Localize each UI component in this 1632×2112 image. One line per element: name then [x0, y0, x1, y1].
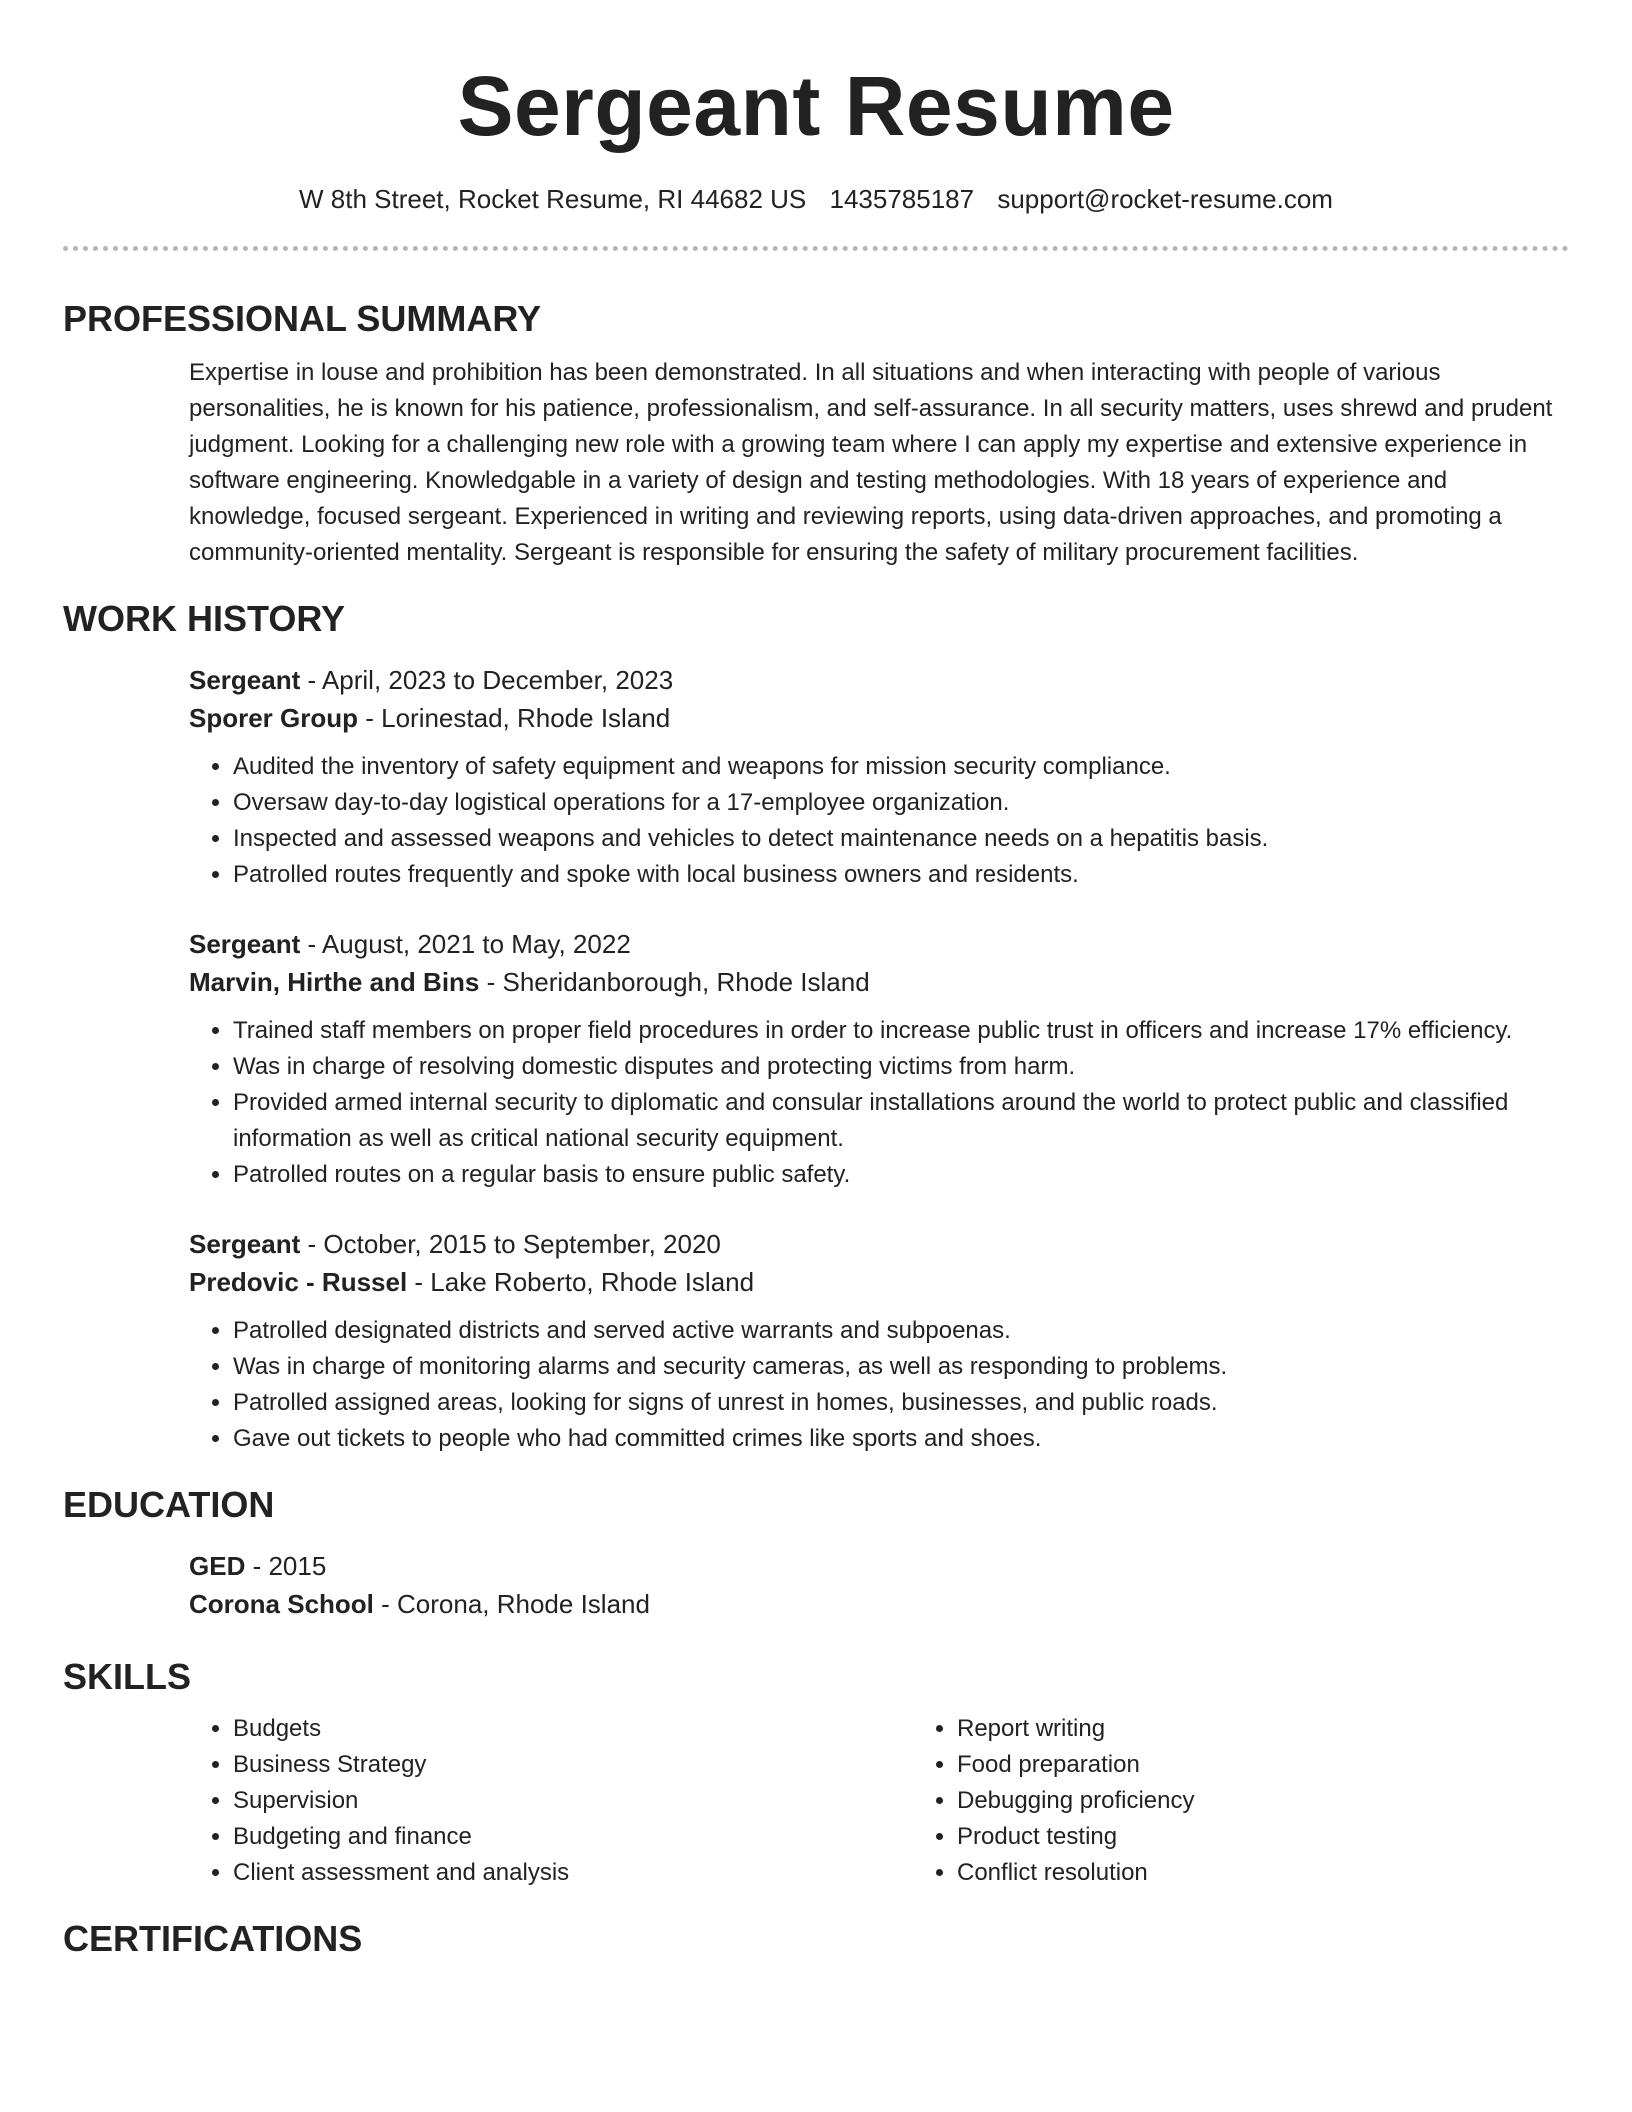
skill-item: • Debugging proficiency	[957, 1783, 1632, 1819]
skill-item: • Supervision	[233, 1783, 913, 1819]
job-company: Sporer Group	[189, 703, 359, 733]
job-company: Marvin, Hirthe and Bins	[189, 967, 480, 997]
header-divider	[63, 246, 1569, 251]
job-bullet: • Patrolled routes on a regular basis to ensure public safety.	[233, 1157, 1569, 1193]
skill-item: • Report writing	[957, 1711, 1632, 1747]
job-bullet: • Was in charge of monitoring alarms and security cameras, as well as responding to problems.	[233, 1349, 1569, 1385]
skill-item: • Client assessment and analysis	[233, 1855, 913, 1891]
contact-email: support@rocket-resume.com	[997, 184, 1333, 214]
education-year: - 2015	[245, 1551, 327, 1581]
job-company-line	[189, 1263, 1569, 1301]
education-section	[63, 1483, 1569, 1623]
job-role-line	[189, 925, 1569, 963]
job-location: - Lake Roberto, Rhode Island	[407, 1267, 755, 1297]
job-role-line	[189, 1225, 1569, 1263]
skill-item: • Food preparation	[957, 1747, 1632, 1783]
job-location: - Sheridanborough, Rhode Island	[479, 967, 870, 997]
job-dates: - October, 2015 to September, 2020	[300, 1229, 721, 1259]
job-role: Sergeant	[189, 929, 301, 959]
certifications-section	[63, 1917, 1569, 1961]
job-bullet: • Patrolled routes frequently and spoke with local business owners and residents.	[233, 857, 1569, 893]
certifications-title: CERTIFICATIONS	[63, 1918, 363, 1959]
job-company-line	[189, 963, 1569, 1001]
contact-address: W 8th Street, Rocket Resume, RI 44682 US	[299, 184, 807, 214]
job-company-line	[189, 699, 1569, 737]
work-title: WORK HISTORY	[63, 598, 346, 639]
job-role: Sergeant	[189, 1229, 301, 1259]
job-bullet: • Patrolled assigned areas, looking for signs of unrest in homes, businesses, and public roads.	[233, 1385, 1569, 1421]
skill-item: • Budgeting and finance	[233, 1819, 913, 1855]
job-bullets	[189, 749, 1569, 893]
job-entry	[189, 661, 1569, 893]
job-company: Predovic - Russel	[189, 1267, 408, 1297]
contact-line	[0, 182, 1632, 216]
skills-grid	[189, 1699, 1569, 1891]
skill-item: • Conflict resolution	[957, 1855, 1632, 1891]
job-location: - Lorinestad, Rhode Island	[358, 703, 671, 733]
job-bullet: • Provided armed internal security to diplomatic and consular installations around the world to protect public and classified information as well as critical national security equipment.	[233, 1085, 1569, 1157]
job-role-line	[189, 661, 1569, 699]
job-bullets	[189, 1313, 1569, 1457]
job-bullet: • Audited the inventory of safety equipment and weapons for mission security compliance.	[233, 749, 1569, 785]
education-school: Corona School	[189, 1589, 374, 1619]
contact-phone: 1435785187	[829, 184, 975, 214]
job-bullet: • Gave out tickets to people who had committed crimes like sports and shoes.	[233, 1421, 1569, 1457]
job-bullet: • Was in charge of resolving domestic disputes and protecting victims from harm.	[233, 1049, 1569, 1085]
job-entry	[189, 1225, 1569, 1457]
job-bullet: • Trained staff members on proper field procedures in order to increase public trust in officers and increase 17% efficiency.	[233, 1013, 1569, 1049]
skills-section	[63, 1655, 1569, 1891]
job-entry	[189, 925, 1569, 1193]
summary-text: Expertise in louse and prohibition has been demonstrated. In all situations and when interacting with people of various personalities, he is known for his patience, professionalism, and self-assurance. In all security matters, uses shrewd and prudent judgment. Looking for a challenging new role with a growing team where I can apply my expertise and extensive experience in software engineering. Knowledgable in a variety of design and testing methodologies. With 18 years of experience and knowledge, focused sergeant. Experienced in writing and reviewing reports, using data-driven approaches, and promoting a community-oriented mentality. Sergeant is responsible for ensuring the safety of military procurement facilities.	[189, 359, 1553, 566]
job-bullet: • Patrolled designated districts and served active warrants and subpoenas.	[233, 1313, 1569, 1349]
resume-name: Sergeant Resume	[457, 59, 1175, 153]
job-dates: - April, 2023 to December, 2023	[300, 665, 674, 695]
skills-list-right	[913, 1711, 1632, 1891]
education-title: EDUCATION	[63, 1484, 275, 1525]
job-dates: - August, 2021 to May, 2022	[300, 929, 631, 959]
summary-title: PROFESSIONAL SUMMARY	[63, 298, 542, 339]
job-role: Sergeant	[189, 665, 301, 695]
education-location: - Corona, Rhode Island	[373, 1589, 650, 1619]
work-section	[63, 597, 1569, 1457]
skill-item: • Budgets	[233, 1711, 913, 1747]
education-degree-line	[189, 1547, 1569, 1585]
summary-section	[63, 297, 1569, 571]
skills-title: SKILLS	[63, 1656, 192, 1697]
skill-item: • Business Strategy	[233, 1747, 913, 1783]
job-bullet: • Oversaw day-to-day logistical operations for a 17-employee organization.	[233, 785, 1569, 821]
skills-list-left	[189, 1711, 913, 1891]
education-school-line	[189, 1585, 1569, 1623]
job-bullets	[189, 1013, 1569, 1193]
education-degree: GED	[189, 1551, 246, 1581]
skill-item: • Product testing	[957, 1819, 1632, 1855]
job-bullet: • Inspected and assessed weapons and vehicles to detect maintenance needs on a hepatitis basis.	[233, 821, 1569, 857]
